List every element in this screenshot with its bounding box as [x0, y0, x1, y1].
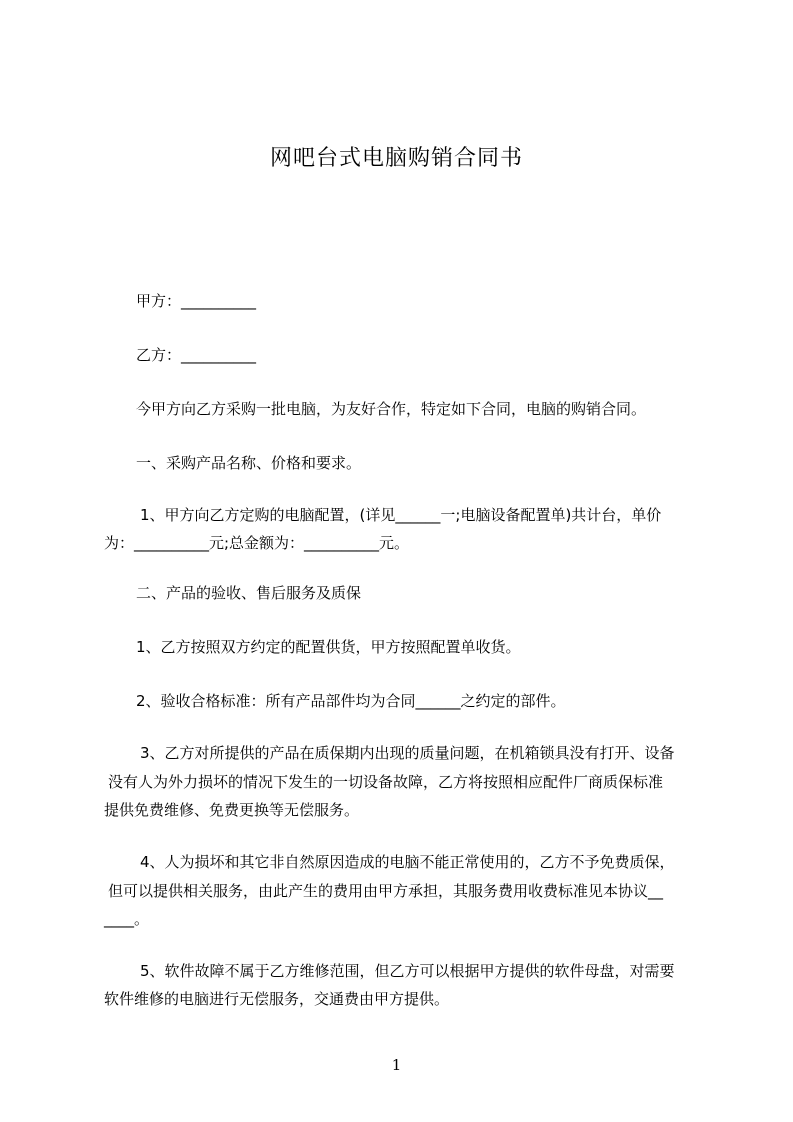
- section-2-item-4-line-3: ____。: [104, 910, 150, 928]
- section-2-item-3-line-2: 没有人为外力损坏的情况下发生的一切设备故障，乙方将按照相应配件厂商质保标准: [108, 773, 664, 791]
- page-number: 1: [391, 1056, 402, 1074]
- section-2-item-3-line-3: 提供免费维修、免费更换等无偿服务。: [104, 801, 360, 819]
- section-2-item-5-line-1: 5、软件故障不属于乙方维修范围，但乙方可以根据甲方提供的软件母盘，对需要: [140, 962, 675, 980]
- section-2-item-4-line-2: 但可以提供相关服务，由此产生的费用由甲方承担，其服务费用收费标准见本协议__: [108, 882, 664, 900]
- party-b-line: 乙方：__________: [136, 346, 257, 364]
- section-2-heading: 二、产品的验收、售后服务及质保: [136, 584, 362, 602]
- section-2-item-2: 2、验收合格标准：所有产品部件均为合同______之约定的部件。: [136, 692, 566, 710]
- section-2-item-3-line-1: 3、乙方对所提供的产品在质保期内出现的质量问题，在机箱锁具没有打开、设备: [140, 744, 675, 762]
- section-2-item-1: 1、乙方按照双方约定的配置供货，甲方按照配置单收货。: [136, 638, 521, 656]
- party-a-line: 甲方：__________: [136, 292, 257, 310]
- section-2-item-4-line-1: 4、人为损坏和其它非自然原因造成的电脑不能正常使用的，乙方不予免费质保，: [140, 853, 675, 871]
- section-1-item-1-line-1: 1、甲方向乙方定购的电脑配置，(详见______一;电脑设备配置单)共计台，单价: [140, 506, 662, 524]
- section-2-item-5-line-2: 软件维修的电脑进行无偿服务，交通费由甲方提供。: [104, 990, 450, 1008]
- intro-paragraph: 今甲方向乙方采购一批电脑，为友好合作，特定如下合同，电脑的购销合同。: [136, 400, 647, 418]
- section-1-heading: 一、采购产品名称、价格和要求。: [136, 454, 362, 472]
- section-1-item-1-line-2: 为：__________元;总金额为：__________元。: [104, 534, 410, 552]
- document-title: 网吧台式电脑购销合同书: [269, 146, 523, 171]
